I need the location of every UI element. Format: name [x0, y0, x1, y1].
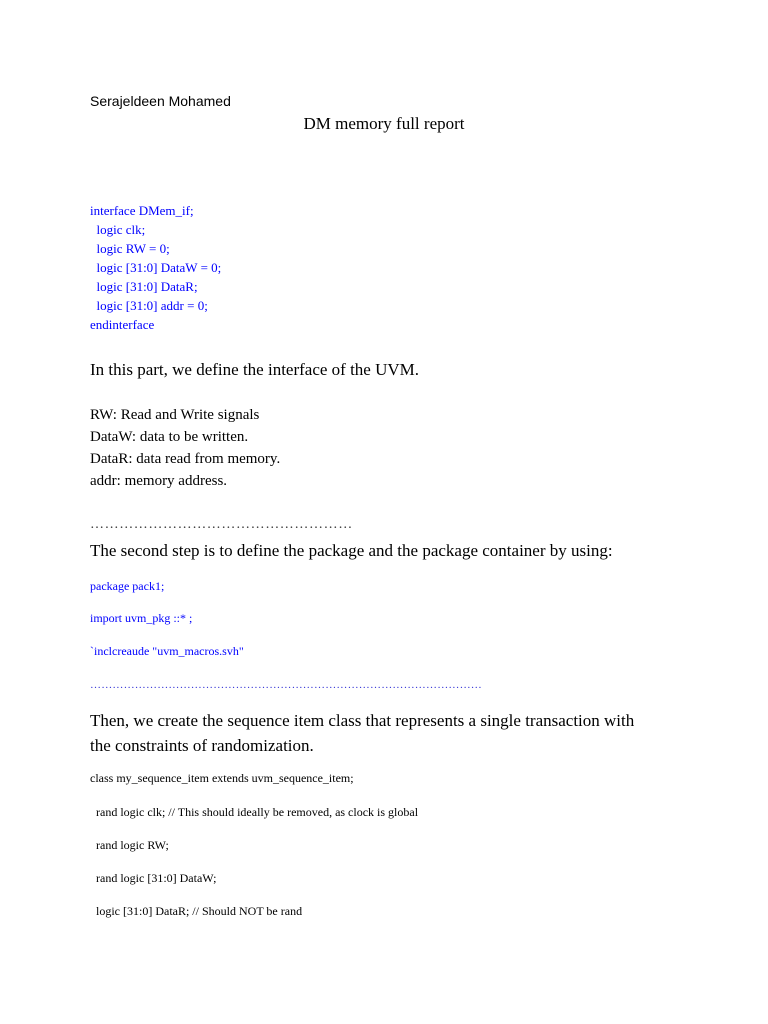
section-intro: In this part, we define the interface of the UVM. [90, 360, 420, 379]
code-line: rand logic [31:0] DataW; [90, 871, 217, 885]
code-line: `inclcreaude "uvm_macros.svh" [90, 644, 244, 658]
dotted-separator: …………………………………………………………………………………………… [90, 679, 482, 691]
section-intro: The second step is to define the package and the package container by using: [90, 541, 613, 560]
code-line: logic [31:0] DataW = 0; [90, 260, 222, 275]
section-intro: Then, we create the sequence item class that represents a single transaction with [90, 711, 635, 730]
code-line: endinterface [90, 317, 155, 332]
code-line: class my_sequence_item extends uvm_sequence_item; [90, 771, 354, 785]
author-name: Serajeldeen Mohamed [90, 93, 231, 109]
code-line: logic [31:0] DataR; // Should NOT be rand [90, 904, 303, 918]
code-line: interface DMem_if; [90, 203, 194, 218]
code-line: rand logic clk; // This should ideally be removed, as clock is global [90, 805, 419, 819]
code-line: logic clk; [90, 222, 146, 237]
code-line: logic [31:0] DataR; [90, 279, 198, 294]
code-line: logic RW = 0; [90, 241, 170, 256]
definition-line: addr: memory address. [90, 473, 228, 489]
dotted-separator: ……………………………………………… [90, 517, 353, 532]
section-intro: the constraints of randomization. [90, 736, 314, 755]
code-line: import uvm_pkg ::* ; [90, 611, 193, 625]
document-title: DM memory full report [303, 114, 465, 133]
code-line: logic [31:0] addr = 0; [90, 298, 208, 313]
definition-line: RW: Read and Write signals [90, 407, 260, 423]
definition-line: DataR: data read from memory. [90, 451, 281, 467]
code-line: rand logic RW; [90, 838, 169, 852]
definition-line: DataW: data to be written. [90, 429, 249, 445]
code-line: package pack1; [90, 579, 165, 593]
